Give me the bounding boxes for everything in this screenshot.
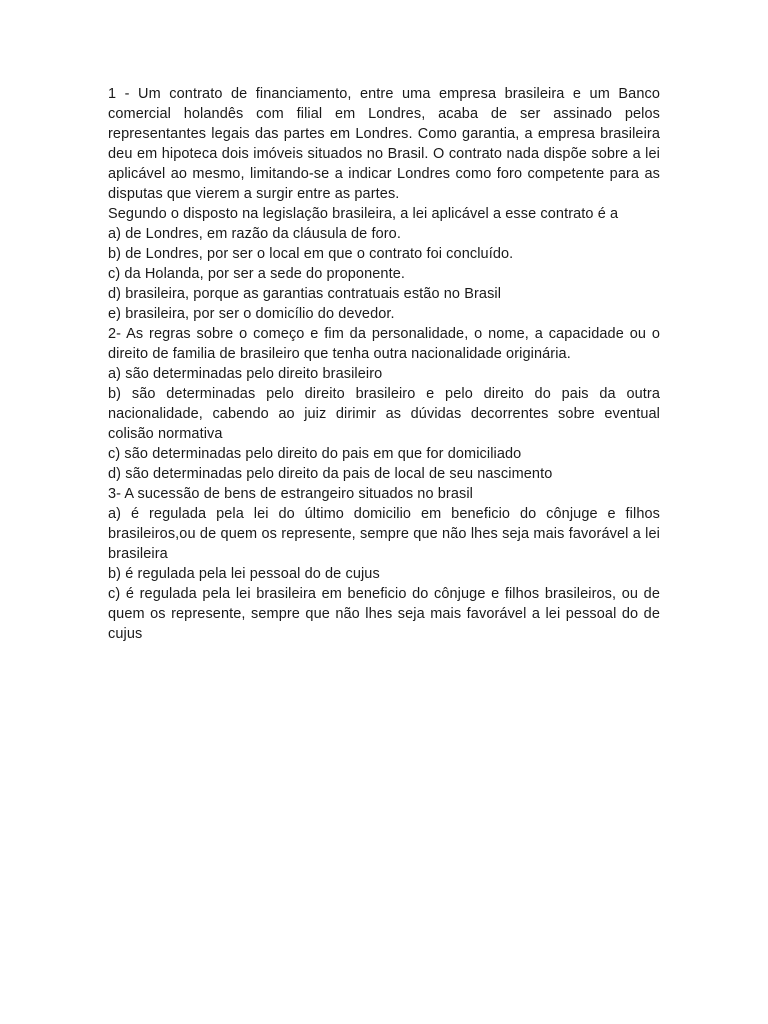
question-1-option-c: c) da Holanda, por ser a sede do proponente. xyxy=(108,266,406,282)
question-2 xyxy=(108,324,660,484)
question-2-option-a: a) são determinadas pelo direito brasileiro xyxy=(108,366,383,382)
question-2-option-d: d) são determinadas pelo direito da pais de local de seu nascimento xyxy=(108,466,553,482)
question-3-option-b: b) é regulada pela lei pessoal do de cujus xyxy=(108,566,380,582)
question-3 xyxy=(108,484,660,644)
question-1 xyxy=(108,84,660,324)
question-2-stem: 2- As regras sobre o começo e fim da personalidade, o nome, a capacidade ou o direito de familia de brasileiro que tenha outra nacionalidade originária. xyxy=(108,326,660,362)
question-2-option-b: b) são determinadas pelo direito brasileiro e pelo direito do pais da outra nacionalidade, cabendo ao juiz dirimir as dúvidas decorrentes sobre eventual colisão normativa xyxy=(108,386,660,442)
question-3-stem: 3- A sucessão de bens de estrangeiro situados no brasil xyxy=(108,486,474,502)
question-1-option-a: a) de Londres, em razão da cláusula de foro. xyxy=(108,226,401,242)
question-3-option-a: a) é regulada pela lei do último domicilio em beneficio do cônjuge e filhos brasileiros,ou de quem os represente, sempre que não lhes seja mais favorável a lei brasileira xyxy=(108,506,660,562)
question-1-stem: Segundo o disposto na legislação brasileira, a lei aplicável a esse contrato é a xyxy=(108,206,619,222)
question-3-option-c: c) é regulada pela lei brasileira em beneficio do cônjuge e filhos brasileiros, ou de quem os represente, sempre que não lhes seja mais favorável a lei pessoal do de cujus xyxy=(108,586,660,642)
question-2-option-c: c) são determinadas pelo direito do pais em que for domiciliado xyxy=(108,446,522,462)
question-1-option-b: b) de Londres, por ser o local em que o contrato foi concluído. xyxy=(108,246,514,262)
question-1-intro: 1 - Um contrato de financiamento, entre uma empresa brasileira e um Banco comercial holandês com filial em Londres, acaba de ser assinado pelos representantes legais das partes em Londres. Como garantia, a empresa brasileira deu em hipoteca dois imóveis situados no Brasil. O contrato nada dispõe sobre a lei aplicável ao mesmo, limitando-se a indicar Londres como foro competente para as disputas que vierem a surgir entre as partes. xyxy=(108,86,660,202)
question-1-option-e: e) brasileira, por ser o domicílio do devedor. xyxy=(108,306,395,322)
question-1-option-d: d) brasileira, porque as garantias contratuais estão no Brasil xyxy=(108,286,502,302)
